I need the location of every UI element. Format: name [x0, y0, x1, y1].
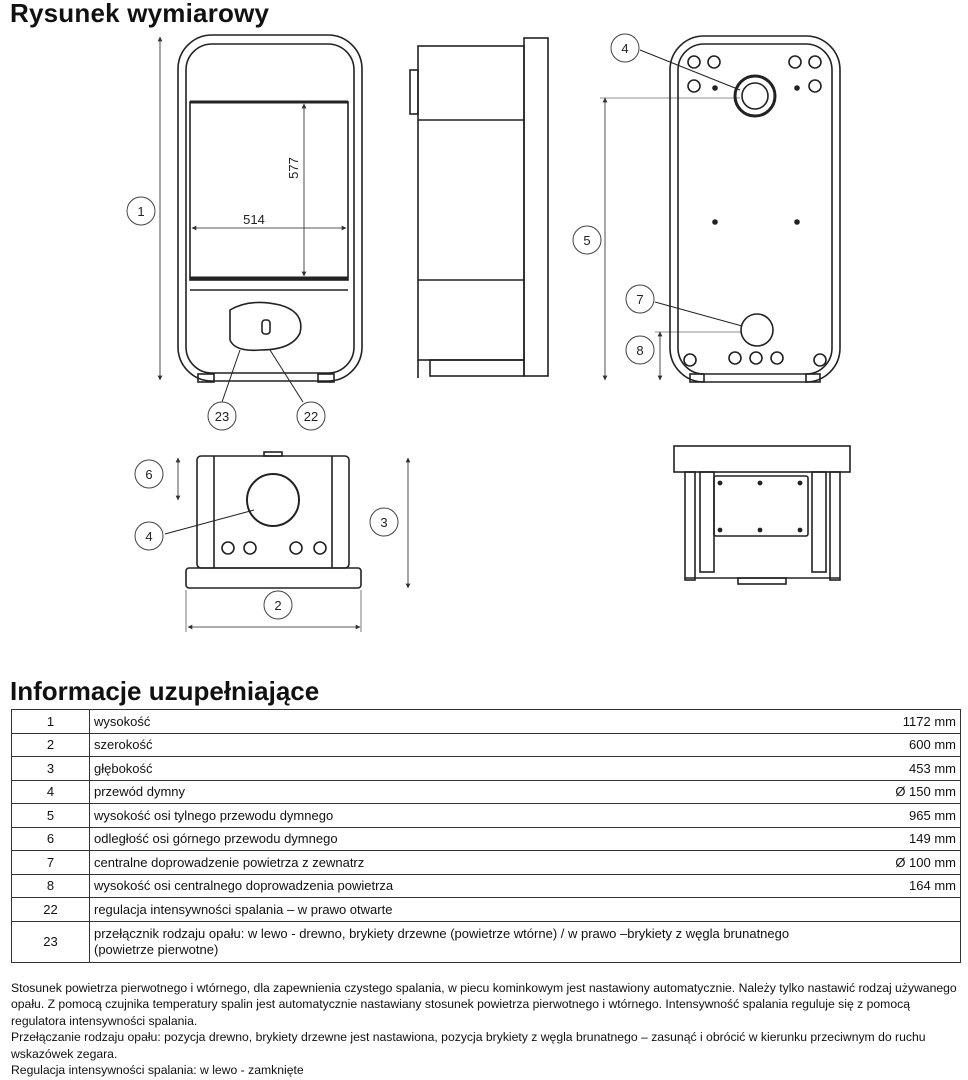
table-cell-num: 7	[12, 851, 90, 875]
table-row	[12, 733, 961, 757]
note-paragraph: Regulacja intensywności spalania: w lewo - zamknięte	[11, 1063, 304, 1078]
table-cell-value	[842, 921, 961, 962]
table-cell-value: 965 mm	[842, 804, 961, 828]
notes	[11, 980, 961, 1078]
page-title: Rysunek wymiarowy	[10, 0, 270, 28]
table-row	[12, 921, 961, 962]
table-cell-value: Ø 100 mm	[842, 851, 961, 875]
table-cell-desc: szerokość	[90, 733, 843, 757]
callout-6: 6	[145, 467, 153, 482]
table-row	[12, 780, 961, 804]
table-cell-num: 6	[12, 827, 90, 851]
callout-5: 5	[583, 233, 591, 248]
callout-23: 23	[214, 409, 230, 424]
callout-4-top: 4	[145, 529, 153, 544]
table-cell-value: 164 mm	[842, 874, 961, 898]
dim-height-label: 577	[286, 157, 301, 179]
table-cell-num: 3	[12, 757, 90, 781]
callout-3: 3	[380, 515, 388, 530]
table-cell-desc: wysokość osi tylnego przewodu dymnego	[90, 804, 843, 828]
side-view	[410, 38, 548, 378]
dim-width-label: 514	[243, 212, 265, 227]
note-paragraph: Przełączanie rodzaju opału: pozycja drewno, brykiety drzewne jest nastawiona, pozycja brykiety z węgla brunatnego – zasunąć i obrócić w kierunku przeciwnym do ruchu wskazówek zegara.	[11, 1030, 926, 1061]
table-cell-value: Ø 150 mm	[842, 780, 961, 804]
table-row	[12, 804, 961, 828]
table-cell-desc: przełącznik rodzaju opału: w lewo - drewno, brykiety drzewne (powietrze wtórne) / w prawo –brykiety z węgla brunatnego (powietrze pierwotne)	[90, 921, 843, 962]
table-cell-desc: przewód dymny	[90, 780, 843, 804]
table-cell-desc: odległość osi górnego przewodu dymnego	[90, 827, 843, 851]
table-cell-value: 149 mm	[842, 827, 961, 851]
table-cell-num: 1	[12, 710, 90, 734]
table-row	[12, 827, 961, 851]
table-cell-num: 2	[12, 733, 90, 757]
table-cell-desc: regulacja intensywności spalania – w prawo otwarte	[90, 898, 843, 922]
info-table	[11, 709, 961, 963]
table-cell-num: 5	[12, 804, 90, 828]
callout-4-rear: 4	[621, 41, 629, 56]
table-row	[12, 757, 961, 781]
section-title: Informacje uzupełniające	[10, 676, 320, 706]
table-cell-desc: głębokość	[90, 757, 843, 781]
table-row	[12, 898, 961, 922]
table-cell-num: 8	[12, 874, 90, 898]
table-cell-num: 4	[12, 780, 90, 804]
table-row	[12, 851, 961, 875]
table-cell-num: 22	[12, 898, 90, 922]
dimension-drawing	[0, 28, 968, 648]
callout-1: 1	[137, 204, 145, 219]
rear-view	[600, 36, 840, 382]
callout-22: 22	[303, 409, 319, 424]
note-paragraph: Stosunek powietrza pierwotnego i wtórnego, dla zapewnienia czystego spalania, w piecu kominkowym jest nastawiony automatycznie. Należy tylko nastawić rodzaj używanego opału. Z pomocą czujnika temperatury spalin jest automatycznie nastawiany stosunek powietrza pierwotnego i wtórnego. Intensywność spalania reguluje się z pomocą regulatora intensywności spalania.	[11, 981, 957, 1028]
table-row	[12, 874, 961, 898]
bottom-view	[674, 446, 850, 584]
table-cell-desc: wysokość	[90, 710, 843, 734]
table-cell-value: 453 mm	[842, 757, 961, 781]
table-row	[12, 710, 961, 734]
callout-8: 8	[636, 343, 644, 358]
table-cell-value: 600 mm	[842, 733, 961, 757]
table-cell-value: 1172 mm	[842, 710, 961, 734]
callout-2: 2	[274, 598, 282, 613]
table-cell-desc: wysokość osi centralnego doprowadzenia powietrza	[90, 874, 843, 898]
callout-7: 7	[636, 292, 644, 307]
table-cell-desc: centralne doprowadzenie powietrza z zewnatrz	[90, 851, 843, 875]
table-cell-num: 23	[12, 921, 90, 962]
table-cell-value	[842, 898, 961, 922]
